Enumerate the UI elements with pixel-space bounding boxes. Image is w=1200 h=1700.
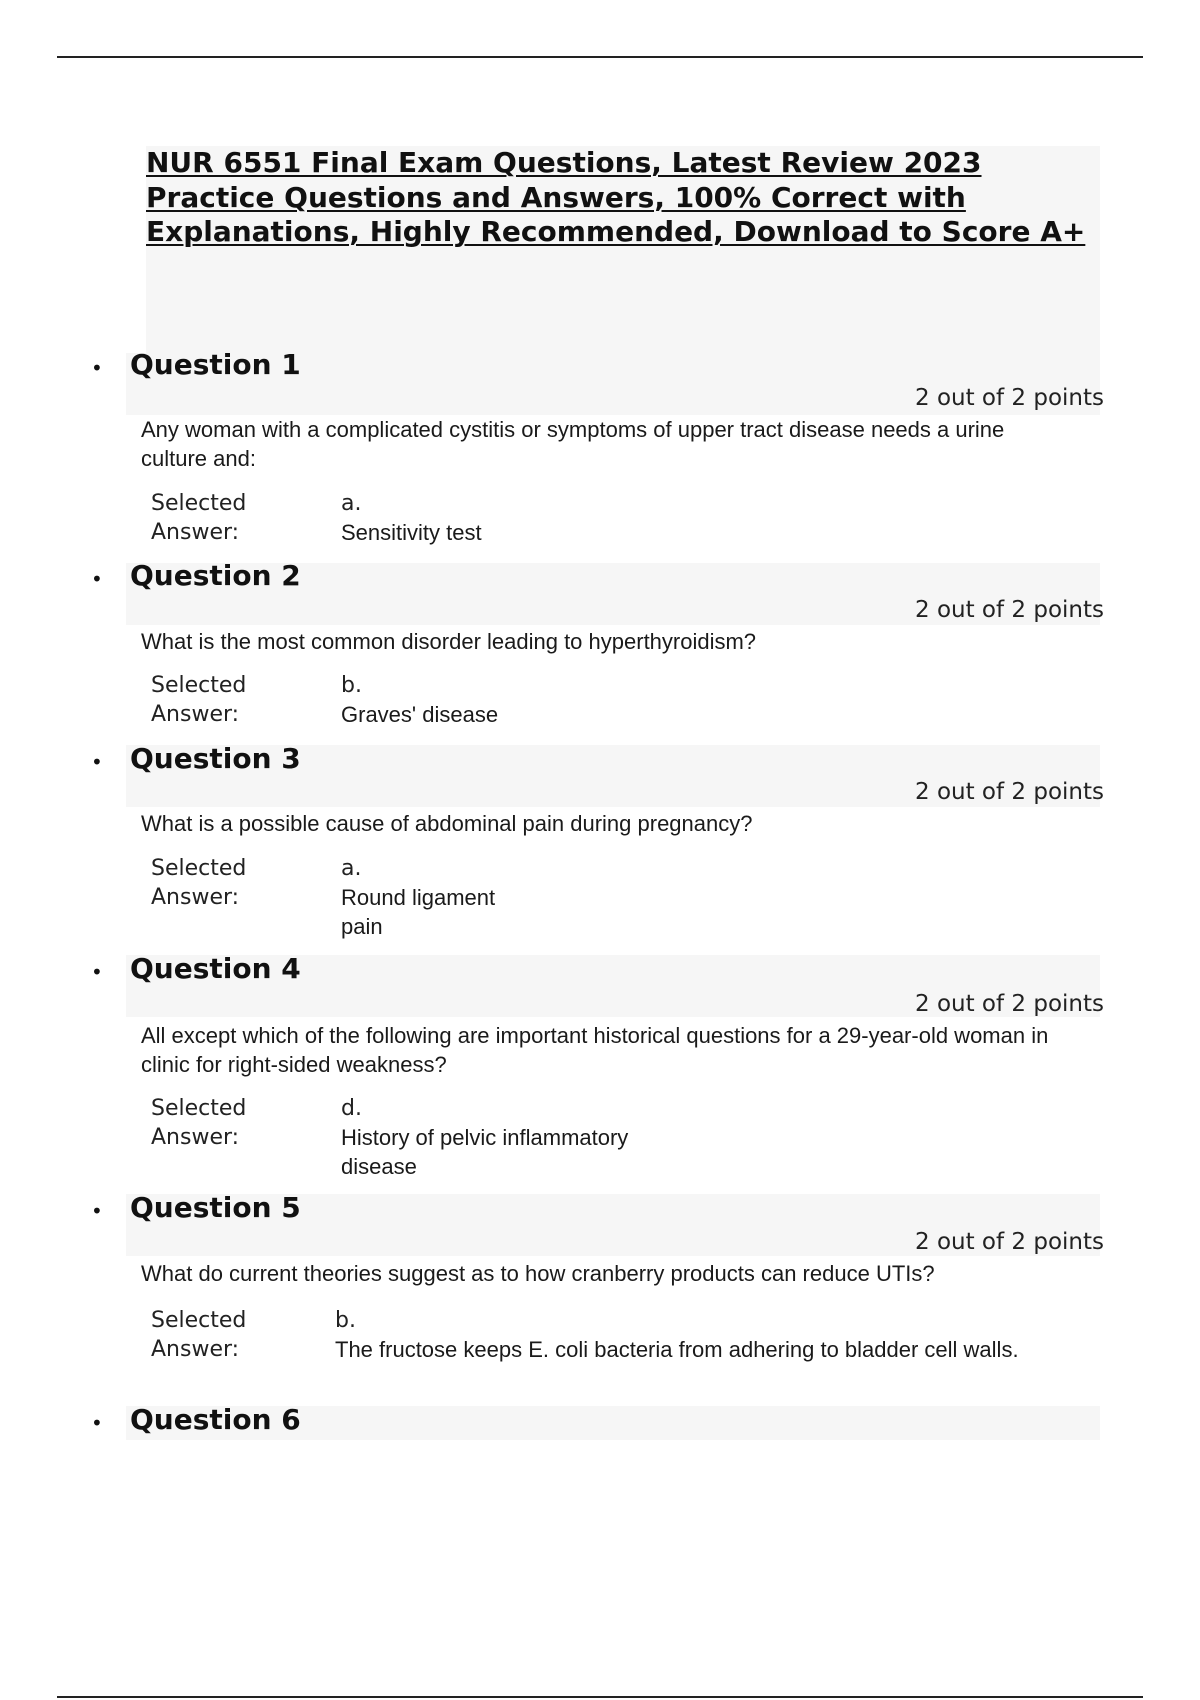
question-title: Question 3 bbox=[130, 742, 301, 775]
question-text: All except which of the following are important historical questions for a 29-year-old woman in clinic for right-sided weakness? bbox=[141, 1023, 1049, 1077]
question-title: Question 1 bbox=[130, 348, 301, 381]
answer-letter: b. bbox=[341, 673, 362, 698]
answer-letter: b. bbox=[335, 1308, 356, 1333]
document-title: NUR 6551 Final Exam Questions, Latest Review 2023 Practice Questions and Answers, 100% Correct with Explanations, Highly Recommended, Download to Score A+ bbox=[146, 146, 1086, 248]
selected-answer-label: Selected Answer: bbox=[151, 856, 247, 910]
question-points: 2 out of 2 points bbox=[915, 385, 1104, 411]
answer-text: History of pelvic inflammatory disease bbox=[341, 1125, 629, 1179]
selected-answer-label: Selected Answer: bbox=[151, 1096, 247, 1150]
bullet-icon: • bbox=[91, 1411, 103, 1435]
question-text: What do current theories suggest as to how cranberry products can reduce UTIs? bbox=[141, 1261, 935, 1286]
answer-letter: a. bbox=[341, 856, 362, 881]
answer-letter: d. bbox=[341, 1096, 362, 1121]
question-title: Question 6 bbox=[130, 1403, 301, 1436]
answer-text: Sensitivity test bbox=[341, 520, 482, 545]
answer-text: Graves' disease bbox=[341, 702, 499, 727]
bullet-icon: • bbox=[91, 567, 103, 591]
bullet-icon: • bbox=[91, 356, 103, 380]
answer-letter: a. bbox=[341, 491, 362, 516]
question-points: 2 out of 2 points bbox=[915, 779, 1104, 805]
question-text: What is a possible cause of abdominal pain during pregnancy? bbox=[141, 811, 753, 836]
bullet-icon: • bbox=[91, 960, 103, 984]
question-title: Question 2 bbox=[130, 559, 301, 592]
selected-answer-label: Selected Answer: bbox=[151, 1308, 247, 1362]
top-rule bbox=[57, 56, 1143, 58]
bottom-rule bbox=[57, 1696, 1143, 1698]
selected-answer-label: Selected Answer: bbox=[151, 673, 247, 727]
question-text: Any woman with a complicated cystitis or symptoms of upper tract disease needs a urine culture and: bbox=[141, 417, 1005, 471]
question-title: Question 5 bbox=[130, 1191, 301, 1224]
selected-answer-label: Selected Answer: bbox=[151, 491, 247, 545]
question-points: 2 out of 2 points bbox=[915, 597, 1104, 623]
bullet-icon: • bbox=[91, 750, 103, 774]
bullet-icon: • bbox=[91, 1199, 103, 1223]
question-points: 2 out of 2 points bbox=[915, 1229, 1104, 1255]
question-points: 2 out of 2 points bbox=[915, 991, 1104, 1017]
question-text: What is the most common disorder leading to hyperthyroidism? bbox=[141, 629, 757, 654]
answer-text: The fructose keeps E. coli bacteria from adhering to bladder cell walls. bbox=[335, 1337, 1019, 1362]
answer-text: Round ligament pain bbox=[341, 885, 496, 939]
question-title: Question 4 bbox=[130, 952, 301, 985]
